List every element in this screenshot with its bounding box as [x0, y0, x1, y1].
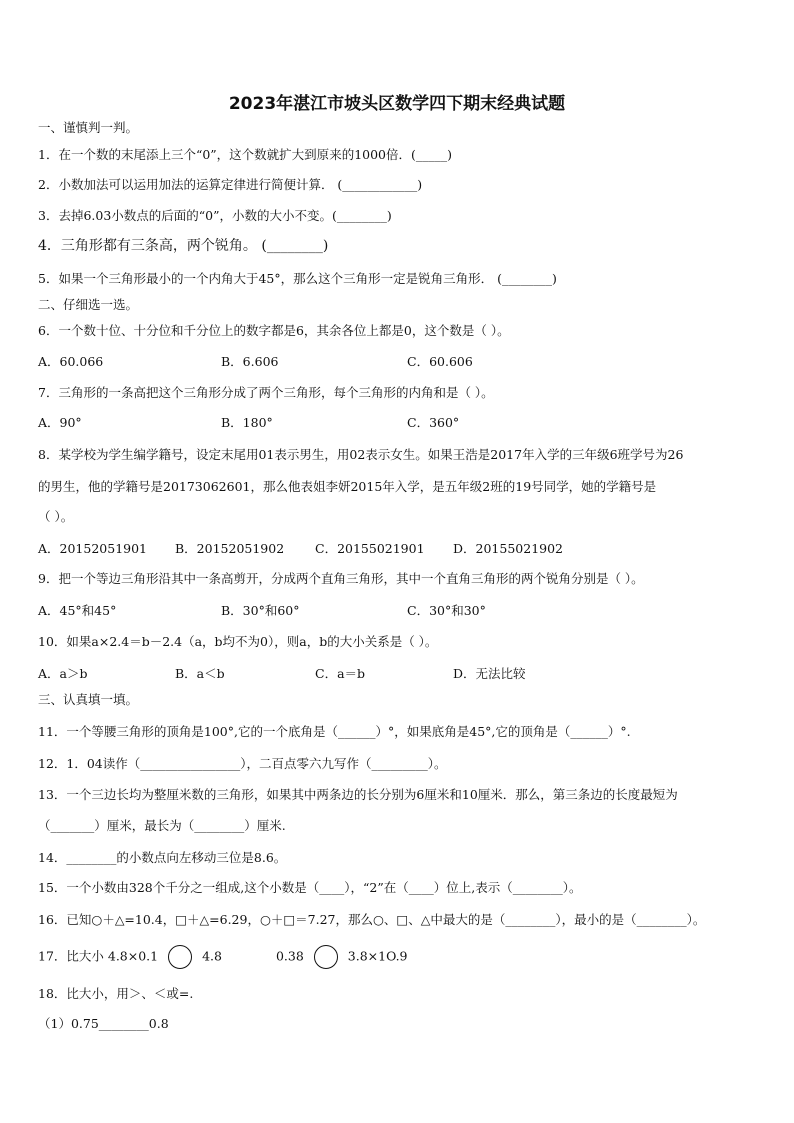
option-c: C．20155021901	[315, 541, 425, 556]
option-c: C．360°	[407, 415, 460, 430]
question-8-line-2: 的男生，他的学籍号是20173062601，那么他表姐李妍2015年入学，是五年级2班的19号同学，她的学籍号是	[38, 479, 657, 494]
question-8-line-1: 8．某学校为学生编学籍号，设定末尾用01表示男生，用02表示女生。如果王浩是2017年入学的三年级6班学号为26	[38, 447, 684, 462]
question-3: 3．去掉6.03小数点的后面的“0”，小数的大小不变。(________)	[38, 208, 392, 223]
question-17	[38, 945, 408, 969]
section-heading-2: 二、仔细选一选。	[38, 297, 139, 312]
option-a: A．20152051901	[38, 541, 148, 556]
q17-b-right: 3.8×1O.9	[347, 948, 408, 964]
question-2: 2．小数加法可以运用加法的运算定律进行简便计算． (____________)	[38, 177, 423, 192]
option-b: B．20152051902	[175, 541, 285, 556]
option-a: A．45°和45°	[38, 603, 117, 618]
question-4: 4．三角形都有三条高，两个锐角。 (________)	[38, 238, 329, 254]
option-a: A．90°	[38, 415, 82, 430]
section-heading-1: 一、谨慎判一判。	[38, 120, 139, 135]
option-b: B．180°	[221, 415, 273, 430]
q17-label: 17．比大小 4.8×0.1	[38, 948, 159, 964]
question-12: 12．1．04读作（________________），二百点零六九写作（_________）。	[38, 756, 447, 771]
option-c: C．60.606	[407, 354, 473, 369]
q17-b-left: 0.38	[275, 948, 304, 964]
question-14: 14．________的小数点向左移动三位是8.6。	[38, 850, 287, 865]
question-7: 7．三角形的一条高把这个三角形分成了两个三角形，每个三角形的内角和是（ ）。	[38, 385, 494, 400]
question-13-line-2: （_______）厘米，最长为（________）厘米.	[38, 818, 286, 833]
compare-circle-2[interactable]	[314, 945, 338, 969]
page-title: 2023年湛江市坡头区数学四下期末经典试题	[228, 94, 566, 114]
question-16: 16．已知○＋△=10.4，□＋△=6.29，○＋□＝7.27，那么○、□、△中最大的是（________），最小的是（________）。	[38, 912, 706, 927]
question-10: 10．如果a×2.4＝b－2.4（a，b均不为0），则a，b的大小关系是（ ）。	[38, 634, 438, 649]
question-11: 11．一个等腰三角形的顶角是100°,它的一个底角是（______）°，如果底角是45°,它的顶角是（______）°.	[38, 724, 631, 739]
option-d: D．20155021902	[453, 541, 564, 556]
option-b: B．30°和60°	[221, 603, 300, 618]
question-13-line-1: 13．一个三边长均为整厘米数的三角形，如果其中两条边的长分别为6厘米和10厘米．那么，第三条边的长度最短为	[38, 787, 678, 802]
option-b: B．a＜b	[175, 666, 225, 681]
option-c: C．a＝b	[315, 666, 366, 681]
question-5: 5．如果一个三角形最小的一个内角大于45°，那么这个三角形一定是锐角三角形． (________)	[38, 271, 557, 286]
q17-a-right: 4.8	[202, 948, 222, 964]
question-1: 1．在一个数的末尾添上三个“0”，这个数就扩大到原来的1000倍．(_____)	[38, 147, 453, 162]
question-8-line-3: （ ）。	[38, 509, 74, 524]
section-heading-3: 三、认真填一填。	[38, 692, 139, 707]
option-a: A．60.066	[38, 354, 104, 369]
question-6: 6．一个数十位、十分位和千分位上的数字都是6，其余各位上都是0，这个数是（ ）。	[38, 323, 510, 338]
option-c: C．30°和30°	[407, 603, 486, 618]
question-9: 9．把一个等边三角形沿其中一条高剪开，分成两个直角三角形，其中一个直角三角形的两个锐角分别是（ ）。	[38, 571, 644, 586]
question-18-part-1: （1）0.75________0.8	[38, 1016, 169, 1031]
question-18: 18．比大小，用＞、＜或=.	[38, 986, 194, 1001]
option-a: A．a＞b	[38, 666, 88, 681]
option-b: B．6.606	[221, 354, 279, 369]
question-15: 15．一个小数由328个千分之一组成,这个小数是（____），“2”在（____）位上,表示（________）。	[38, 880, 582, 895]
option-d: D．无法比较	[453, 666, 526, 681]
compare-circle-1[interactable]	[168, 945, 192, 969]
